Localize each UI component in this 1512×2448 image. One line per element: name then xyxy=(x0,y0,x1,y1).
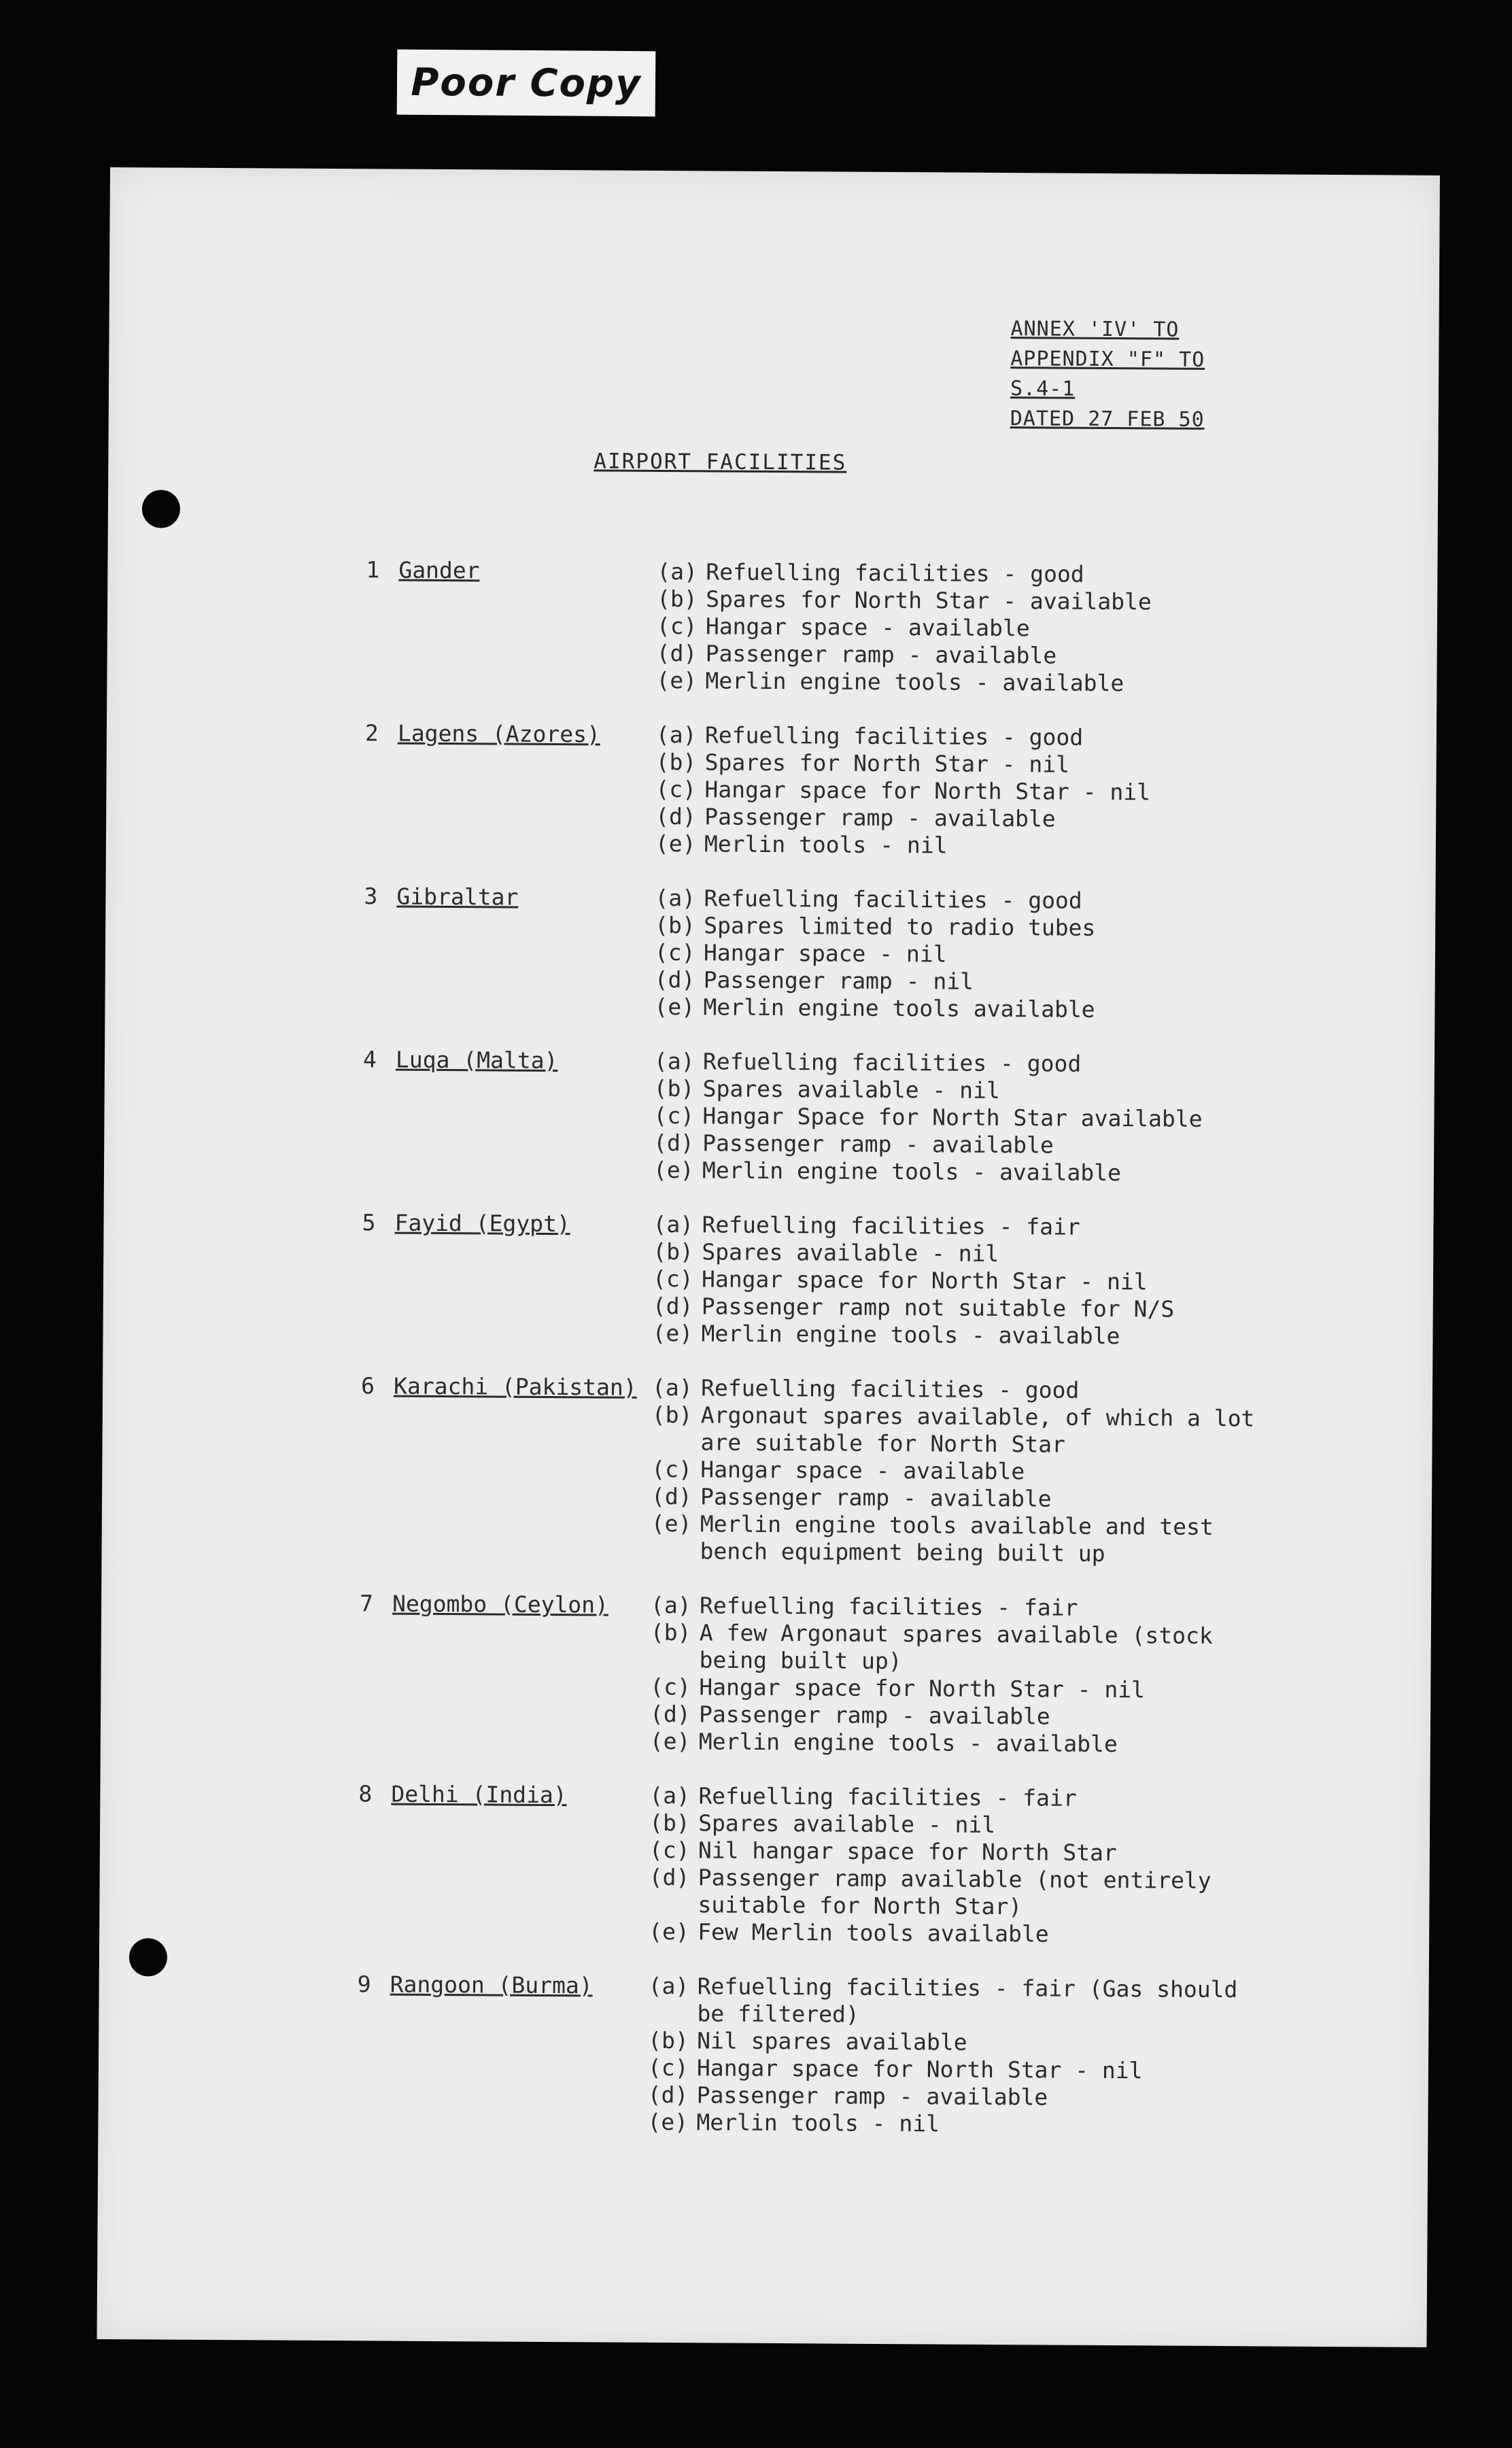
annex-line: APPENDIX "F" TO xyxy=(1010,347,1205,372)
airport-entry xyxy=(356,1971,1309,2140)
entry-number: 9 xyxy=(357,1971,371,1998)
airport-name: Negombo (Ceylon) xyxy=(392,1590,609,1618)
facility-text: Hangar space - nil xyxy=(703,939,947,968)
facility-list xyxy=(656,558,1269,698)
facility-letter: (a) xyxy=(653,1047,695,1075)
facility-letter: (b) xyxy=(650,1618,691,1646)
facility-item xyxy=(650,1619,1262,1677)
facility-text: Spares available - nil xyxy=(702,1238,999,1268)
facility-text: Passenger ramp not suitable for N/S xyxy=(701,1293,1175,1323)
facility-item xyxy=(656,721,1268,752)
entry-number: 7 xyxy=(359,1590,374,1617)
facility-item xyxy=(649,1837,1261,1867)
punch-hole-bottom xyxy=(129,1938,167,1976)
facility-text: A few Argonaut spares available (stock being built up) xyxy=(699,1619,1213,1675)
entry-number: 1 xyxy=(366,556,380,583)
facility-letter: (b) xyxy=(653,1238,694,1265)
facility-text: Spares for North Star - available xyxy=(706,585,1152,615)
facility-text: Passenger ramp - available xyxy=(700,1483,1052,1512)
facility-letter: (e) xyxy=(652,1319,693,1347)
facility-letter: (d) xyxy=(650,1700,691,1728)
facility-letter: (e) xyxy=(649,1727,691,1755)
facility-item xyxy=(653,1157,1265,1187)
facility-text: Merlin tools - nil xyxy=(696,2109,940,2137)
facility-text: Nil hangar space for North Star xyxy=(698,1837,1117,1867)
facility-letter: (d) xyxy=(655,802,696,830)
airport-entry xyxy=(360,1372,1313,1569)
facility-text: Refuelling facilities - good xyxy=(706,558,1084,588)
facility-text: Passenger ramp available (not entirely suitable for North Star) xyxy=(698,1864,1212,1920)
facility-letter: (c) xyxy=(650,1673,691,1701)
entry-number: 3 xyxy=(364,883,378,910)
facility-item xyxy=(655,803,1267,834)
facility-item xyxy=(656,667,1268,698)
facility-text: Merlin engine tools available xyxy=(703,993,1095,1023)
entry-number: 8 xyxy=(358,1780,373,1807)
facility-list xyxy=(654,885,1267,1024)
airport-name: Lagens (Azores) xyxy=(397,719,601,748)
facility-letter: (e) xyxy=(654,993,695,1021)
facility-letter: (a) xyxy=(651,1374,693,1401)
facility-letter: (c) xyxy=(656,612,698,640)
facility-letter: (c) xyxy=(653,1102,695,1129)
facility-item xyxy=(650,1701,1262,1731)
facility-text: Passenger ramp - available xyxy=(705,640,1057,669)
facility-text: Hangar space - available xyxy=(700,1456,1025,1485)
facility-letter: (c) xyxy=(647,2054,689,2081)
facility-item xyxy=(651,1592,1262,1622)
facility-item xyxy=(657,585,1269,616)
facility-letter: (c) xyxy=(654,938,695,966)
facility-letter: (b) xyxy=(655,911,695,939)
facility-item xyxy=(648,2027,1260,2058)
facility-item xyxy=(651,1456,1263,1486)
airport-name: Delhi (India) xyxy=(391,1780,567,1809)
facility-letter: (c) xyxy=(649,1836,690,1864)
facility-text: Merlin engine tools - available xyxy=(698,1728,1118,1758)
facility-item xyxy=(656,749,1268,779)
facility-item xyxy=(653,1102,1265,1133)
facility-item xyxy=(650,1728,1262,1758)
facility-item xyxy=(649,1918,1260,1949)
facility-text: Hangar space for North Star - nil xyxy=(701,1265,1148,1295)
facility-item xyxy=(651,1483,1263,1514)
airport-list xyxy=(356,556,1318,2167)
facility-letter: (b) xyxy=(657,585,698,613)
punch-hole-top xyxy=(142,490,180,528)
facility-item xyxy=(655,830,1267,861)
facility-text: Refuelling facilities - fair xyxy=(698,1782,1077,1812)
facility-item xyxy=(653,1265,1265,1296)
facility-item xyxy=(651,1401,1263,1459)
facility-letter: (a) xyxy=(649,1782,691,1809)
facility-item xyxy=(655,966,1267,997)
airport-name: Gibraltar xyxy=(396,883,519,911)
facility-item xyxy=(653,1129,1265,1160)
airport-name: Rangoon (Burma) xyxy=(390,1971,593,1999)
facility-letter: (d) xyxy=(654,966,695,993)
facility-letter: (d) xyxy=(651,1482,692,1510)
airport-entry xyxy=(359,1590,1311,1759)
facility-letter: (e) xyxy=(647,2108,689,2136)
entry-number: 2 xyxy=(364,719,379,747)
facility-item xyxy=(650,1673,1262,1704)
facility-text: Passenger ramp - nil xyxy=(703,966,974,995)
facility-item xyxy=(648,1973,1260,2030)
facility-letter: (a) xyxy=(655,884,696,912)
airport-name: Luqa (Malta) xyxy=(395,1046,558,1074)
facility-letter: (b) xyxy=(649,1809,690,1837)
facility-item xyxy=(654,993,1266,1024)
facility-text: Refuelling facilities - fair xyxy=(699,1592,1078,1621)
facility-list xyxy=(653,1048,1266,1187)
facility-item xyxy=(657,640,1269,670)
facility-text: Hangar space - available xyxy=(705,613,1030,642)
document-page xyxy=(97,167,1439,2347)
facility-item xyxy=(648,2081,1260,2112)
facility-item xyxy=(654,1075,1266,1106)
facility-letter: (a) xyxy=(657,558,698,585)
facility-text: Refuelling facilities - good xyxy=(704,721,1084,751)
facility-item xyxy=(653,1293,1265,1323)
airport-entry xyxy=(364,719,1317,862)
poor-copy-label: Poor Copy xyxy=(397,50,656,117)
facility-text: Few Merlin tools available xyxy=(698,1918,1049,1948)
facility-letter: (b) xyxy=(648,2026,689,2054)
facility-letter: (d) xyxy=(652,1292,693,1320)
facility-item xyxy=(652,1320,1264,1350)
facility-letter: (a) xyxy=(650,1591,691,1619)
document-title: AIRPORT FACILITIES xyxy=(594,449,847,475)
facility-text: Spares for North Star - nil xyxy=(704,749,1070,778)
facility-item xyxy=(655,885,1267,915)
annex-reference xyxy=(1010,314,1205,435)
facility-letter: (d) xyxy=(647,2081,689,2109)
facility-letter: (c) xyxy=(652,1265,693,1293)
airport-entry xyxy=(363,883,1316,1025)
facility-text: Hangar space for North Star - nil xyxy=(699,1673,1146,1703)
facility-text: Passenger ramp - available xyxy=(696,2081,1048,2111)
facility-list xyxy=(649,1782,1261,1949)
facility-letter: (b) xyxy=(651,1401,693,1429)
airport-entry xyxy=(365,556,1318,698)
entry-number: 4 xyxy=(362,1046,377,1073)
facility-text: Refuelling facilities - good xyxy=(702,1048,1082,1077)
entry-number: 6 xyxy=(360,1372,375,1399)
facility-item xyxy=(649,1809,1261,1840)
facility-letter: (d) xyxy=(649,1863,690,1891)
facility-letter: (e) xyxy=(651,1510,692,1537)
airport-name: Fayid (Egypt) xyxy=(394,1209,570,1238)
facility-item xyxy=(657,558,1269,589)
facility-letter: (a) xyxy=(653,1210,694,1238)
facility-letter: (b) xyxy=(653,1074,695,1102)
facility-item xyxy=(649,1864,1260,1922)
facility-letter: (b) xyxy=(655,748,697,776)
facility-letter: (e) xyxy=(653,1156,694,1184)
facility-text: Merlin engine tools available and test bench equipment being built up xyxy=(700,1510,1214,1567)
facility-list xyxy=(651,1374,1264,1568)
facility-item xyxy=(654,1048,1266,1078)
airport-entry xyxy=(358,1780,1310,1950)
facility-text: Passenger ramp - available xyxy=(704,803,1056,832)
facility-list xyxy=(647,1973,1260,2139)
facility-item xyxy=(651,1510,1262,1568)
airport-entry xyxy=(362,1046,1315,1188)
facility-text: Refuelling facilities - good xyxy=(704,885,1082,914)
facility-text: Refuelling facilities - good xyxy=(700,1374,1080,1404)
facility-letter: (a) xyxy=(655,721,697,749)
facility-list xyxy=(650,1592,1262,1758)
facility-item xyxy=(655,912,1267,942)
facility-text: Hangar space for North Star - nil xyxy=(704,776,1151,806)
facility-text: Nil spares available xyxy=(697,2027,967,2056)
facility-text: Passenger ramp - available xyxy=(702,1129,1054,1159)
facility-letter: (c) xyxy=(651,1455,693,1483)
facility-text: Argonaut spares available, of which a lot are suitable for North Star xyxy=(700,1401,1255,1458)
facility-item xyxy=(649,1782,1261,1813)
facility-text: Spares limited to radio tubes xyxy=(704,912,1096,941)
facility-letter: (c) xyxy=(655,775,697,803)
annex-line: DATED 27 FEB 50 xyxy=(1010,407,1205,432)
airport-name: Gander xyxy=(398,556,480,584)
facility-text: Hangar Space for North Star available xyxy=(702,1102,1203,1132)
facility-list xyxy=(652,1211,1265,1350)
annex-line: ANNEX 'IV' TO xyxy=(1010,317,1180,342)
entry-number: 5 xyxy=(362,1209,376,1236)
facility-item xyxy=(653,1211,1265,1242)
facility-item xyxy=(653,1238,1265,1269)
facility-text: Merlin engine tools - available xyxy=(705,667,1124,697)
facility-text: Refuelling facilities - fair xyxy=(702,1211,1080,1240)
facility-list xyxy=(655,721,1268,861)
facility-item xyxy=(657,613,1269,643)
facility-item xyxy=(652,1374,1264,1405)
facility-item xyxy=(648,2054,1260,2085)
facility-text: Merlin tools - nil xyxy=(704,830,948,859)
facility-letter: (e) xyxy=(655,830,696,857)
airport-name: Karachi (Pakistan) xyxy=(393,1372,637,1401)
facility-letter: (d) xyxy=(653,1129,694,1157)
facility-text: Spares available - nil xyxy=(698,1809,996,1838)
annex-line: S.4-1 xyxy=(1010,377,1076,401)
airport-entry xyxy=(361,1209,1313,1351)
facility-item xyxy=(655,939,1267,970)
facility-text: Spares available - nil xyxy=(702,1075,1000,1104)
facility-text: Passenger ramp - available xyxy=(699,1701,1050,1730)
facility-item xyxy=(655,776,1267,806)
facility-letter: (d) xyxy=(656,639,698,667)
facility-text: Merlin engine tools - available xyxy=(702,1157,1122,1187)
facility-letter: (e) xyxy=(656,666,698,694)
facility-text: Hangar space for North Star - nil xyxy=(696,2054,1143,2084)
facility-text: Merlin engine tools - available xyxy=(701,1320,1120,1350)
facility-text: Refuelling facilities - fair (Gas should be filtered) xyxy=(697,1973,1238,2028)
facility-letter: (a) xyxy=(648,1972,689,2000)
facility-letter: (e) xyxy=(649,1918,689,1945)
facility-item xyxy=(647,2109,1259,2139)
